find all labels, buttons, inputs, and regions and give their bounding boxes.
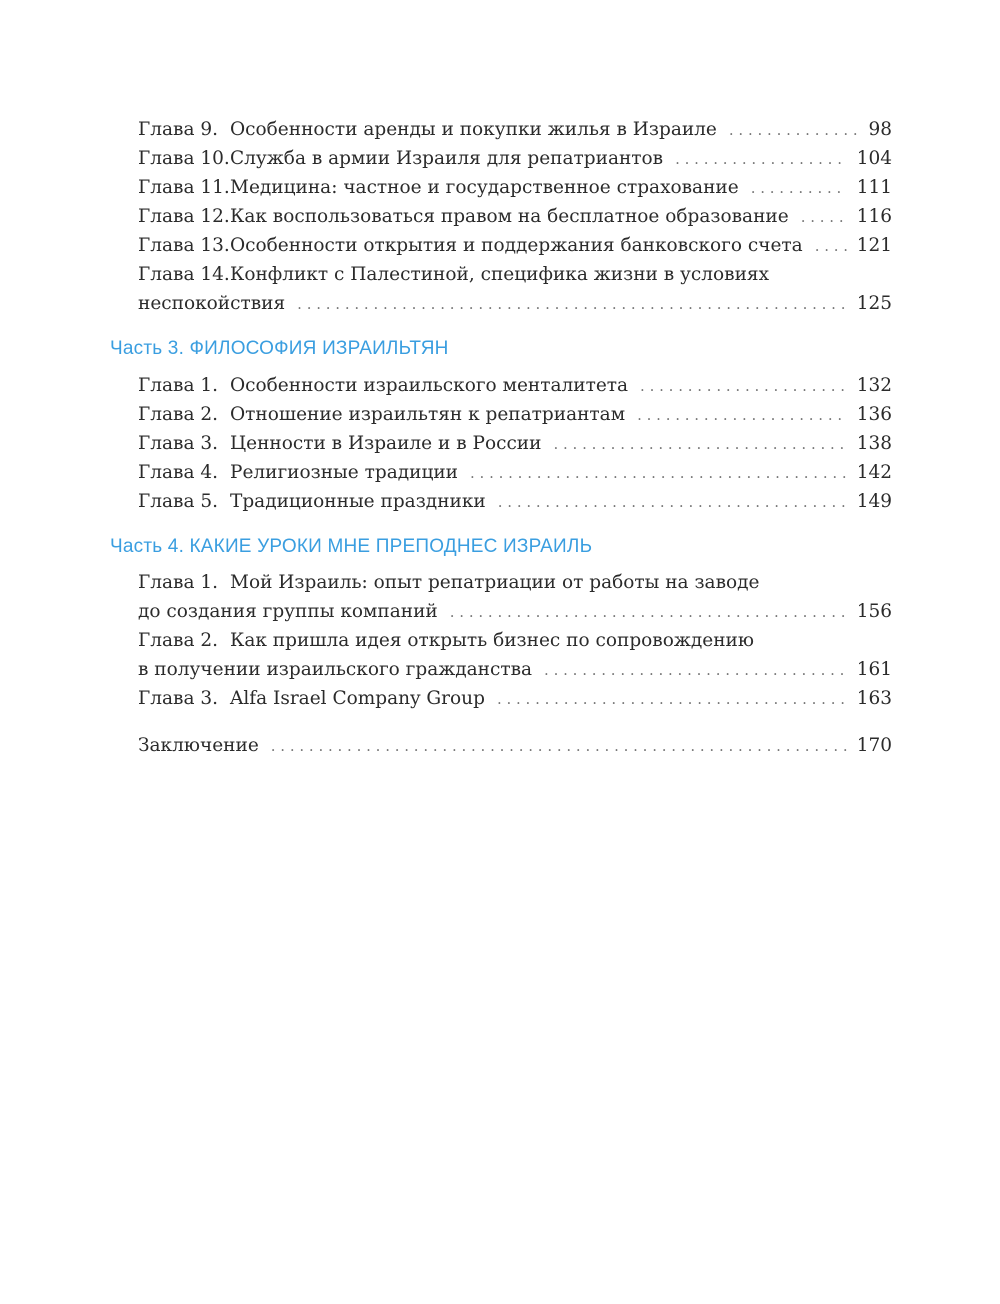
page-number: 104 xyxy=(856,148,892,169)
chapter-label: Глава 5. xyxy=(138,491,219,512)
page-number: 161 xyxy=(856,659,892,680)
chapter-title-continued: до создания группы компаний xyxy=(138,601,438,622)
dot-leader xyxy=(801,203,847,232)
page-number: 138 xyxy=(856,433,892,454)
chapter-label: Глава 14. xyxy=(138,264,230,285)
page-number: 156 xyxy=(856,601,892,622)
page-number: 142 xyxy=(856,462,892,483)
page-number: 98 xyxy=(868,119,892,140)
page-number: 111 xyxy=(856,177,892,198)
toc-entry[interactable] xyxy=(138,684,892,713)
dot-leader xyxy=(637,401,847,430)
toc-entry[interactable] xyxy=(138,231,892,260)
chapter-label: Глава 3. xyxy=(138,433,219,454)
chapter-label: Глава 2. xyxy=(138,630,219,651)
chapter-label: Глава 13. xyxy=(138,235,230,256)
dot-leader xyxy=(497,685,847,714)
toc-entry[interactable] xyxy=(138,260,892,318)
toc-entry[interactable] xyxy=(138,115,892,144)
page-number: 116 xyxy=(856,206,892,227)
chapter-label: Глава 3. xyxy=(138,688,219,709)
chapter-label: Глава 12. xyxy=(138,206,230,227)
page-number: 125 xyxy=(856,293,892,314)
dot-leader xyxy=(815,232,847,261)
toc-entry[interactable] xyxy=(138,429,892,458)
toc-entry[interactable] xyxy=(138,173,892,202)
toc-entry[interactable] xyxy=(138,144,892,173)
chapter-title: Конфликт с Палестиной, специфика жизни в условиях xyxy=(230,264,770,285)
chapter-title: Как воспользоваться правом на бесплатное образование xyxy=(230,206,789,227)
chapter-label: Глава 11. xyxy=(138,177,230,198)
chapter-title: Традиционные праздники xyxy=(230,491,486,512)
chapter-label: Глава 10. xyxy=(138,148,230,169)
chapter-title: Особенности израильского менталитета xyxy=(230,375,629,396)
toc-entry[interactable] xyxy=(138,371,892,400)
part-heading[interactable]: Часть 3. ФИЛОСОФИЯ ИЗРАИЛЬТЯН xyxy=(110,338,449,359)
dot-leader xyxy=(544,656,847,685)
chapter-label: Глава 1. xyxy=(138,572,219,593)
chapter-title: Мой Израиль: опыт репатриации от работы на заводе xyxy=(230,572,760,593)
toc-entry[interactable] xyxy=(138,626,892,684)
chapter-title: Служба в армии Израиля для репатриантов xyxy=(230,148,664,169)
dot-leader xyxy=(297,290,847,319)
toc-entry[interactable] xyxy=(138,568,892,626)
part-heading[interactable]: Часть 4. КАКИЕ УРОКИ МНЕ ПРЕПОДНЕС ИЗРАИЛЬ xyxy=(110,536,593,557)
toc-entry[interactable] xyxy=(138,400,892,429)
dot-leader xyxy=(470,459,847,488)
chapter-title: Медицина: частное и государственное страхование xyxy=(230,177,739,198)
dot-leader xyxy=(751,174,847,203)
dot-leader xyxy=(498,488,847,517)
chapter-title: Как пришла идея открыть бизнес по сопровождению xyxy=(230,630,754,651)
chapter-title: Ценности в Израиле и в России xyxy=(230,433,542,454)
chapter-title-continued: неспокойствия xyxy=(138,293,286,314)
dot-leader xyxy=(729,116,859,145)
chapter-title: Отношение израильтян к репатриантам xyxy=(230,404,626,425)
page-number: 149 xyxy=(856,491,892,512)
page-number: 132 xyxy=(856,375,892,396)
page-number: 136 xyxy=(856,404,892,425)
toc-entry[interactable] xyxy=(138,202,892,231)
chapter-title: Особенности открытия и поддержания банковского счета xyxy=(230,235,803,256)
dot-leader xyxy=(640,372,847,401)
chapter-label: Глава 4. xyxy=(138,462,219,483)
conclusion-title: Заключение xyxy=(138,735,259,756)
chapter-title: Религиозные традиции xyxy=(230,462,458,483)
dot-leader xyxy=(553,430,846,459)
toc-entry[interactable] xyxy=(138,458,892,487)
page-number: 121 xyxy=(856,235,892,256)
dot-leader xyxy=(271,732,847,761)
chapter-title-continued: в получении израильского гражданства xyxy=(138,659,533,680)
chapter-label: Глава 2. xyxy=(138,404,219,425)
dot-leader xyxy=(675,145,847,174)
chapter-title: Alfa Israel Company Group xyxy=(230,688,485,709)
toc-entry-conclusion[interactable] xyxy=(138,731,892,760)
toc-entry[interactable] xyxy=(138,487,892,516)
dot-leader xyxy=(450,598,847,627)
chapter-title: Особенности аренды и покупки жилья в Израиле xyxy=(230,119,717,140)
chapter-label: Глава 1. xyxy=(138,375,219,396)
page-number: 170 xyxy=(856,735,892,756)
page-number: 163 xyxy=(856,688,892,709)
chapter-label: Глава 9. xyxy=(138,119,219,140)
